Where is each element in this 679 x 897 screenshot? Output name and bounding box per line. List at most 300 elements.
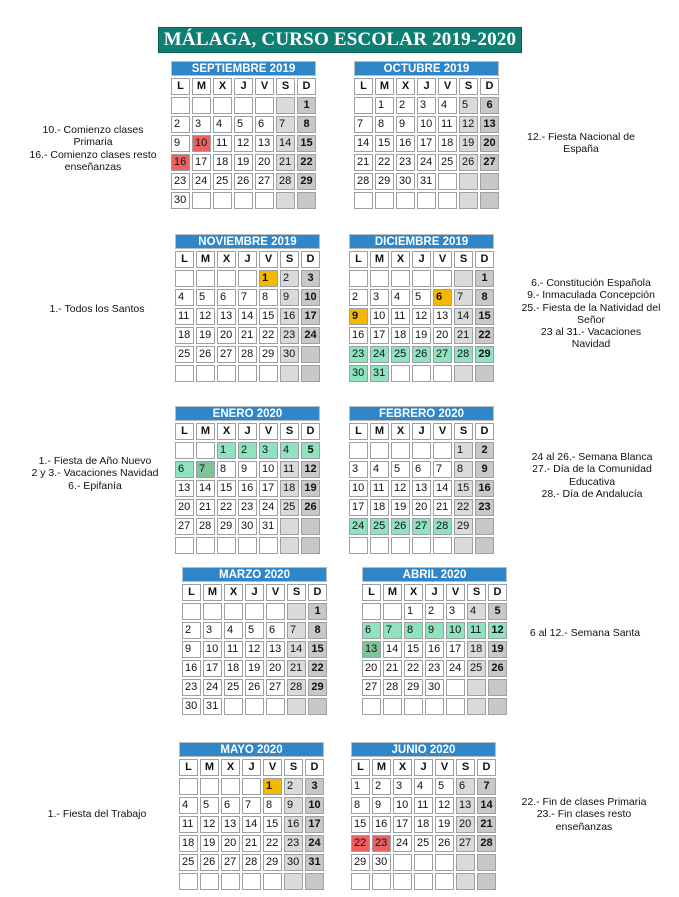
- empty-cell: [370, 442, 389, 459]
- weekday-header: S: [280, 251, 299, 268]
- empty-cell: [266, 698, 285, 715]
- empty-cell: [301, 537, 320, 554]
- day-cell: 17: [259, 480, 278, 497]
- note-line: Educativa: [568, 475, 616, 488]
- day-cell: 17: [305, 816, 324, 833]
- weekday-header: L: [179, 759, 198, 776]
- weekday-header: S: [459, 78, 478, 95]
- empty-cell: [414, 854, 433, 871]
- day-cell: 11: [213, 135, 232, 152]
- empty-cell: [349, 442, 368, 459]
- day-cell: 1: [454, 442, 473, 459]
- weekday-header: D: [297, 78, 316, 95]
- empty-cell: [414, 873, 433, 890]
- day-cell: 19: [412, 327, 431, 344]
- day-cell: 4: [391, 289, 410, 306]
- day-cell: 10: [259, 461, 278, 478]
- day-cell: 30: [396, 173, 415, 190]
- empty-cell: [477, 854, 496, 871]
- weekday-header: V: [259, 251, 278, 268]
- day-cell: 5: [488, 603, 507, 620]
- day-cell: 18: [179, 835, 198, 852]
- day-cell: 12: [435, 797, 454, 814]
- calendar-june: [351, 742, 496, 890]
- empty-cell: [459, 173, 478, 190]
- day-cell: 26: [435, 835, 454, 852]
- day-cell: 21: [242, 835, 261, 852]
- weekday-header: M: [375, 78, 394, 95]
- day-cell: 19: [234, 154, 253, 171]
- empty-cell: [391, 442, 410, 459]
- day-cell: 15: [308, 641, 327, 658]
- calendar-november: [175, 234, 320, 382]
- empty-cell: [259, 537, 278, 554]
- day-cell: 5: [459, 97, 478, 114]
- day-cell: 10: [203, 641, 222, 658]
- day-cell: 5: [435, 778, 454, 795]
- day-cell: 14: [238, 308, 257, 325]
- weekday-header: V: [266, 584, 285, 601]
- day-cell: 9: [280, 289, 299, 306]
- empty-cell: [221, 873, 240, 890]
- day-cell: 23: [171, 173, 190, 190]
- day-cell: 9: [372, 797, 391, 814]
- day-cell: 8: [351, 797, 370, 814]
- empty-cell: [217, 537, 236, 554]
- weekday-header: L: [171, 78, 190, 95]
- day-cell: 10: [192, 135, 211, 152]
- day-cell: 27: [221, 854, 240, 871]
- day-cell: 22: [297, 154, 316, 171]
- day-cell: 8: [454, 461, 473, 478]
- weekday-header: M: [203, 584, 222, 601]
- day-cell: 11: [179, 816, 198, 833]
- day-cell: 22: [351, 835, 370, 852]
- day-cell: 24: [417, 154, 436, 171]
- month-title: OCTUBRE 2019: [354, 61, 499, 76]
- day-cell: 26: [459, 154, 478, 171]
- day-cell: 13: [221, 816, 240, 833]
- day-cell: 9: [396, 116, 415, 133]
- page-title: MÁLAGA, CURSO ESCOLAR 2019-2020: [158, 27, 522, 53]
- day-cell: 5: [234, 116, 253, 133]
- empty-cell: [297, 192, 316, 209]
- note-october: [506, 131, 656, 156]
- weekday-header: L: [182, 584, 201, 601]
- empty-cell: [412, 537, 431, 554]
- day-cell: 8: [475, 289, 494, 306]
- day-cell: 28: [354, 173, 373, 190]
- empty-cell: [372, 873, 391, 890]
- day-cell: 9: [425, 622, 444, 639]
- month-title: ENERO 2020: [175, 406, 320, 421]
- day-cell: 23: [372, 835, 391, 852]
- note-line: 2 y 3.- Vacaciones Navidad: [31, 467, 159, 480]
- day-cell: 11: [224, 641, 243, 658]
- note-line: enseñanzas: [64, 160, 122, 173]
- day-cell: 31: [370, 365, 389, 382]
- day-cell: 2: [238, 442, 257, 459]
- empty-cell: [404, 698, 423, 715]
- day-cell: 25: [224, 679, 243, 696]
- empty-cell: [196, 365, 215, 382]
- empty-cell: [454, 270, 473, 287]
- weekday-header: J: [425, 584, 444, 601]
- day-cell: 17: [370, 327, 389, 344]
- day-cell: 23: [182, 679, 201, 696]
- day-cell: 1: [263, 778, 282, 795]
- day-cell: 16: [284, 816, 303, 833]
- empty-cell: [435, 854, 454, 871]
- empty-cell: [175, 365, 194, 382]
- empty-cell: [175, 537, 194, 554]
- day-cell: 30: [349, 365, 368, 382]
- empty-cell: [446, 679, 465, 696]
- day-cell: 27: [217, 346, 236, 363]
- day-cell: 11: [467, 622, 486, 639]
- day-cell: 21: [196, 499, 215, 516]
- day-cell: 21: [238, 327, 257, 344]
- day-cell: 17: [203, 660, 222, 677]
- empty-cell: [433, 270, 452, 287]
- day-cell: 31: [305, 854, 324, 871]
- day-cell: 10: [417, 116, 436, 133]
- day-cell: 6: [217, 289, 236, 306]
- empty-cell: [255, 192, 274, 209]
- day-cell: 24: [370, 346, 389, 363]
- empty-cell: [308, 698, 327, 715]
- day-cell: 2: [396, 97, 415, 114]
- empty-cell: [196, 442, 215, 459]
- day-cell: 29: [454, 518, 473, 535]
- weekday-header: D: [475, 423, 494, 440]
- weekday-header: M: [200, 759, 219, 776]
- empty-cell: [234, 192, 253, 209]
- day-cell: 27: [266, 679, 285, 696]
- weekday-header: J: [412, 423, 431, 440]
- day-cell: 6: [456, 778, 475, 795]
- day-cell: 19: [301, 480, 320, 497]
- day-cell: 6: [362, 622, 381, 639]
- day-cell: 7: [433, 461, 452, 478]
- day-cell: 31: [203, 698, 222, 715]
- day-cell: 5: [245, 622, 264, 639]
- day-cell: 15: [297, 135, 316, 152]
- empty-cell: [435, 873, 454, 890]
- day-grid: [182, 584, 327, 715]
- empty-cell: [412, 365, 431, 382]
- weekday-header: S: [287, 584, 306, 601]
- day-cell: 14: [477, 797, 496, 814]
- day-cell: 20: [255, 154, 274, 171]
- day-cell: 1: [308, 603, 327, 620]
- empty-cell: [488, 698, 507, 715]
- empty-cell: [280, 365, 299, 382]
- day-cell: 4: [414, 778, 433, 795]
- weekday-header: X: [391, 423, 410, 440]
- day-cell: 21: [477, 816, 496, 833]
- day-cell: 7: [242, 797, 261, 814]
- weekday-header: V: [433, 251, 452, 268]
- weekday-header: M: [196, 251, 215, 268]
- day-cell: 12: [391, 480, 410, 497]
- day-cell: 10: [301, 289, 320, 306]
- day-cell: 25: [438, 154, 457, 171]
- day-cell: 26: [391, 518, 410, 535]
- day-cell: 24: [203, 679, 222, 696]
- empty-cell: [391, 365, 410, 382]
- weekday-header: D: [308, 584, 327, 601]
- day-cell: 22: [308, 660, 327, 677]
- empty-cell: [238, 365, 257, 382]
- weekday-header: X: [393, 759, 412, 776]
- day-cell: 13: [480, 116, 499, 133]
- month-title: DICIEMBRE 2019: [349, 234, 494, 249]
- day-cell: 6: [412, 461, 431, 478]
- day-cell: 15: [404, 641, 423, 658]
- day-cell: 8: [308, 622, 327, 639]
- empty-cell: [238, 537, 257, 554]
- empty-cell: [192, 97, 211, 114]
- empty-cell: [280, 518, 299, 535]
- empty-cell: [370, 270, 389, 287]
- empty-cell: [412, 442, 431, 459]
- empty-cell: [221, 778, 240, 795]
- day-cell: 2: [349, 289, 368, 306]
- empty-cell: [234, 97, 253, 114]
- day-cell: 4: [179, 797, 198, 814]
- day-cell: 26: [412, 346, 431, 363]
- day-cell: 16: [238, 480, 257, 497]
- month-title: SEPTIEMBRE 2019: [171, 61, 316, 76]
- day-cell: 26: [234, 173, 253, 190]
- day-cell: 12: [412, 308, 431, 325]
- weekday-header: X: [221, 759, 240, 776]
- empty-cell: [305, 873, 324, 890]
- empty-cell: [349, 537, 368, 554]
- empty-cell: [284, 873, 303, 890]
- day-cell: 10: [446, 622, 465, 639]
- day-cell: 26: [245, 679, 264, 696]
- weekday-header: L: [175, 251, 194, 268]
- day-cell: 24: [301, 327, 320, 344]
- weekday-header: D: [480, 78, 499, 95]
- day-cell: 13: [255, 135, 274, 152]
- day-cell: 19: [200, 835, 219, 852]
- note-line: Navidad: [571, 338, 611, 351]
- note-line: 6.- Constitución Española: [531, 277, 651, 289]
- day-cell: 27: [433, 346, 452, 363]
- day-cell: 22: [475, 327, 494, 344]
- empty-cell: [383, 603, 402, 620]
- day-cell: 28: [196, 518, 215, 535]
- day-cell: 26: [301, 499, 320, 516]
- note-line: 23 al 31.- Vacaciones: [540, 326, 642, 339]
- empty-cell: [370, 537, 389, 554]
- day-cell: 14: [196, 480, 215, 497]
- day-cell: 16: [425, 641, 444, 658]
- day-cell: 8: [263, 797, 282, 814]
- weekday-header: J: [417, 78, 436, 95]
- day-cell: 23: [284, 835, 303, 852]
- weekday-header: X: [396, 78, 415, 95]
- empty-cell: [475, 365, 494, 382]
- day-cell: 15: [217, 480, 236, 497]
- day-cell: 29: [308, 679, 327, 696]
- day-cell: 12: [488, 622, 507, 639]
- empty-cell: [224, 698, 243, 715]
- weekday-header: L: [354, 78, 373, 95]
- day-cell: 3: [259, 442, 278, 459]
- day-cell: 17: [446, 641, 465, 658]
- day-cell: 18: [224, 660, 243, 677]
- month-title: NOVIEMBRE 2019: [175, 234, 320, 249]
- empty-cell: [362, 603, 381, 620]
- month-title: FEBRERO 2020: [349, 406, 494, 421]
- day-cell: 28: [238, 346, 257, 363]
- weekday-header: M: [192, 78, 211, 95]
- weekday-header: J: [238, 251, 257, 268]
- note-line: 16.- Comienzo clases resto: [29, 148, 157, 161]
- day-cell: 20: [221, 835, 240, 852]
- empty-cell: [238, 270, 257, 287]
- weekday-header: X: [391, 251, 410, 268]
- day-cell: 29: [297, 173, 316, 190]
- day-cell: 20: [480, 135, 499, 152]
- day-cell: 27: [362, 679, 381, 696]
- day-cell: 13: [266, 641, 285, 658]
- day-cell: 7: [354, 116, 373, 133]
- empty-cell: [287, 698, 306, 715]
- day-cell: 1: [259, 270, 278, 287]
- note-line: 12.- Fiesta Nacional de: [527, 131, 635, 143]
- day-cell: 22: [217, 499, 236, 516]
- day-cell: 8: [404, 622, 423, 639]
- day-cell: 15: [454, 480, 473, 497]
- day-cell: 1: [375, 97, 394, 114]
- weekday-header: D: [305, 759, 324, 776]
- weekday-header: L: [349, 423, 368, 440]
- day-cell: 25: [179, 854, 198, 871]
- day-cell: 7: [454, 289, 473, 306]
- note-line: Señor: [576, 313, 606, 326]
- day-cell: 6: [480, 97, 499, 114]
- weekday-header: X: [213, 78, 232, 95]
- day-cell: 3: [305, 778, 324, 795]
- day-cell: 24: [393, 835, 412, 852]
- day-cell: 20: [433, 327, 452, 344]
- empty-cell: [259, 365, 278, 382]
- day-cell: 20: [362, 660, 381, 677]
- day-cell: 25: [213, 173, 232, 190]
- day-cell: 21: [454, 327, 473, 344]
- note-february: [512, 451, 672, 500]
- empty-cell: [245, 698, 264, 715]
- empty-cell: [393, 854, 412, 871]
- day-cell: 27: [456, 835, 475, 852]
- day-cell: 22: [375, 154, 394, 171]
- day-cell: 10: [305, 797, 324, 814]
- calendar-january: [175, 406, 320, 554]
- day-cell: 3: [370, 289, 389, 306]
- day-cell: 24: [349, 518, 368, 535]
- day-cell: 29: [351, 854, 370, 871]
- day-cell: 4: [213, 116, 232, 133]
- empty-cell: [393, 873, 412, 890]
- empty-cell: [467, 698, 486, 715]
- note-line: 28.- Día de Andalucía: [541, 487, 643, 500]
- day-cell: 31: [259, 518, 278, 535]
- day-cell: 14: [242, 816, 261, 833]
- empty-cell: [217, 365, 236, 382]
- empty-cell: [280, 537, 299, 554]
- day-cell: 21: [276, 154, 295, 171]
- weekday-header: D: [488, 584, 507, 601]
- day-cell: 23: [280, 327, 299, 344]
- day-grid: [351, 759, 496, 890]
- day-cell: 18: [467, 641, 486, 658]
- calendar-may: [179, 742, 324, 890]
- day-cell: 16: [280, 308, 299, 325]
- day-cell: 2: [182, 622, 201, 639]
- day-cell: 19: [459, 135, 478, 152]
- day-cell: 20: [217, 327, 236, 344]
- day-cell: 29: [259, 346, 278, 363]
- empty-cell: [454, 365, 473, 382]
- calendar-december: [349, 234, 494, 382]
- weekday-header: J: [238, 423, 257, 440]
- day-cell: 13: [433, 308, 452, 325]
- empty-cell: [192, 192, 211, 209]
- empty-cell: [266, 603, 285, 620]
- day-cell: 20: [266, 660, 285, 677]
- weekday-header: X: [217, 251, 236, 268]
- day-cell: 8: [297, 116, 316, 133]
- day-grid: [175, 251, 320, 382]
- day-cell: 2: [372, 778, 391, 795]
- weekday-header: S: [454, 423, 473, 440]
- day-cell: 2: [475, 442, 494, 459]
- day-cell: 11: [280, 461, 299, 478]
- day-cell: 11: [175, 308, 194, 325]
- day-cell: 15: [375, 135, 394, 152]
- empty-cell: [467, 679, 486, 696]
- day-cell: 15: [475, 308, 494, 325]
- day-cell: 23: [475, 499, 494, 516]
- day-cell: 7: [196, 461, 215, 478]
- day-cell: 4: [467, 603, 486, 620]
- day-cell: 15: [259, 308, 278, 325]
- day-cell: 17: [192, 154, 211, 171]
- day-cell: 9: [475, 461, 494, 478]
- empty-cell: [301, 518, 320, 535]
- empty-cell: [391, 537, 410, 554]
- day-cell: 11: [391, 308, 410, 325]
- weekday-header: D: [301, 423, 320, 440]
- day-cell: 21: [354, 154, 373, 171]
- empty-cell: [200, 778, 219, 795]
- day-cell: 25: [391, 346, 410, 363]
- day-cell: 5: [391, 461, 410, 478]
- empty-cell: [475, 518, 494, 535]
- day-cell: 9: [238, 461, 257, 478]
- weekday-header: V: [255, 78, 274, 95]
- day-cell: 1: [404, 603, 423, 620]
- empty-cell: [396, 192, 415, 209]
- day-cell: 3: [301, 270, 320, 287]
- weekday-header: S: [280, 423, 299, 440]
- calendar-march: [182, 567, 327, 715]
